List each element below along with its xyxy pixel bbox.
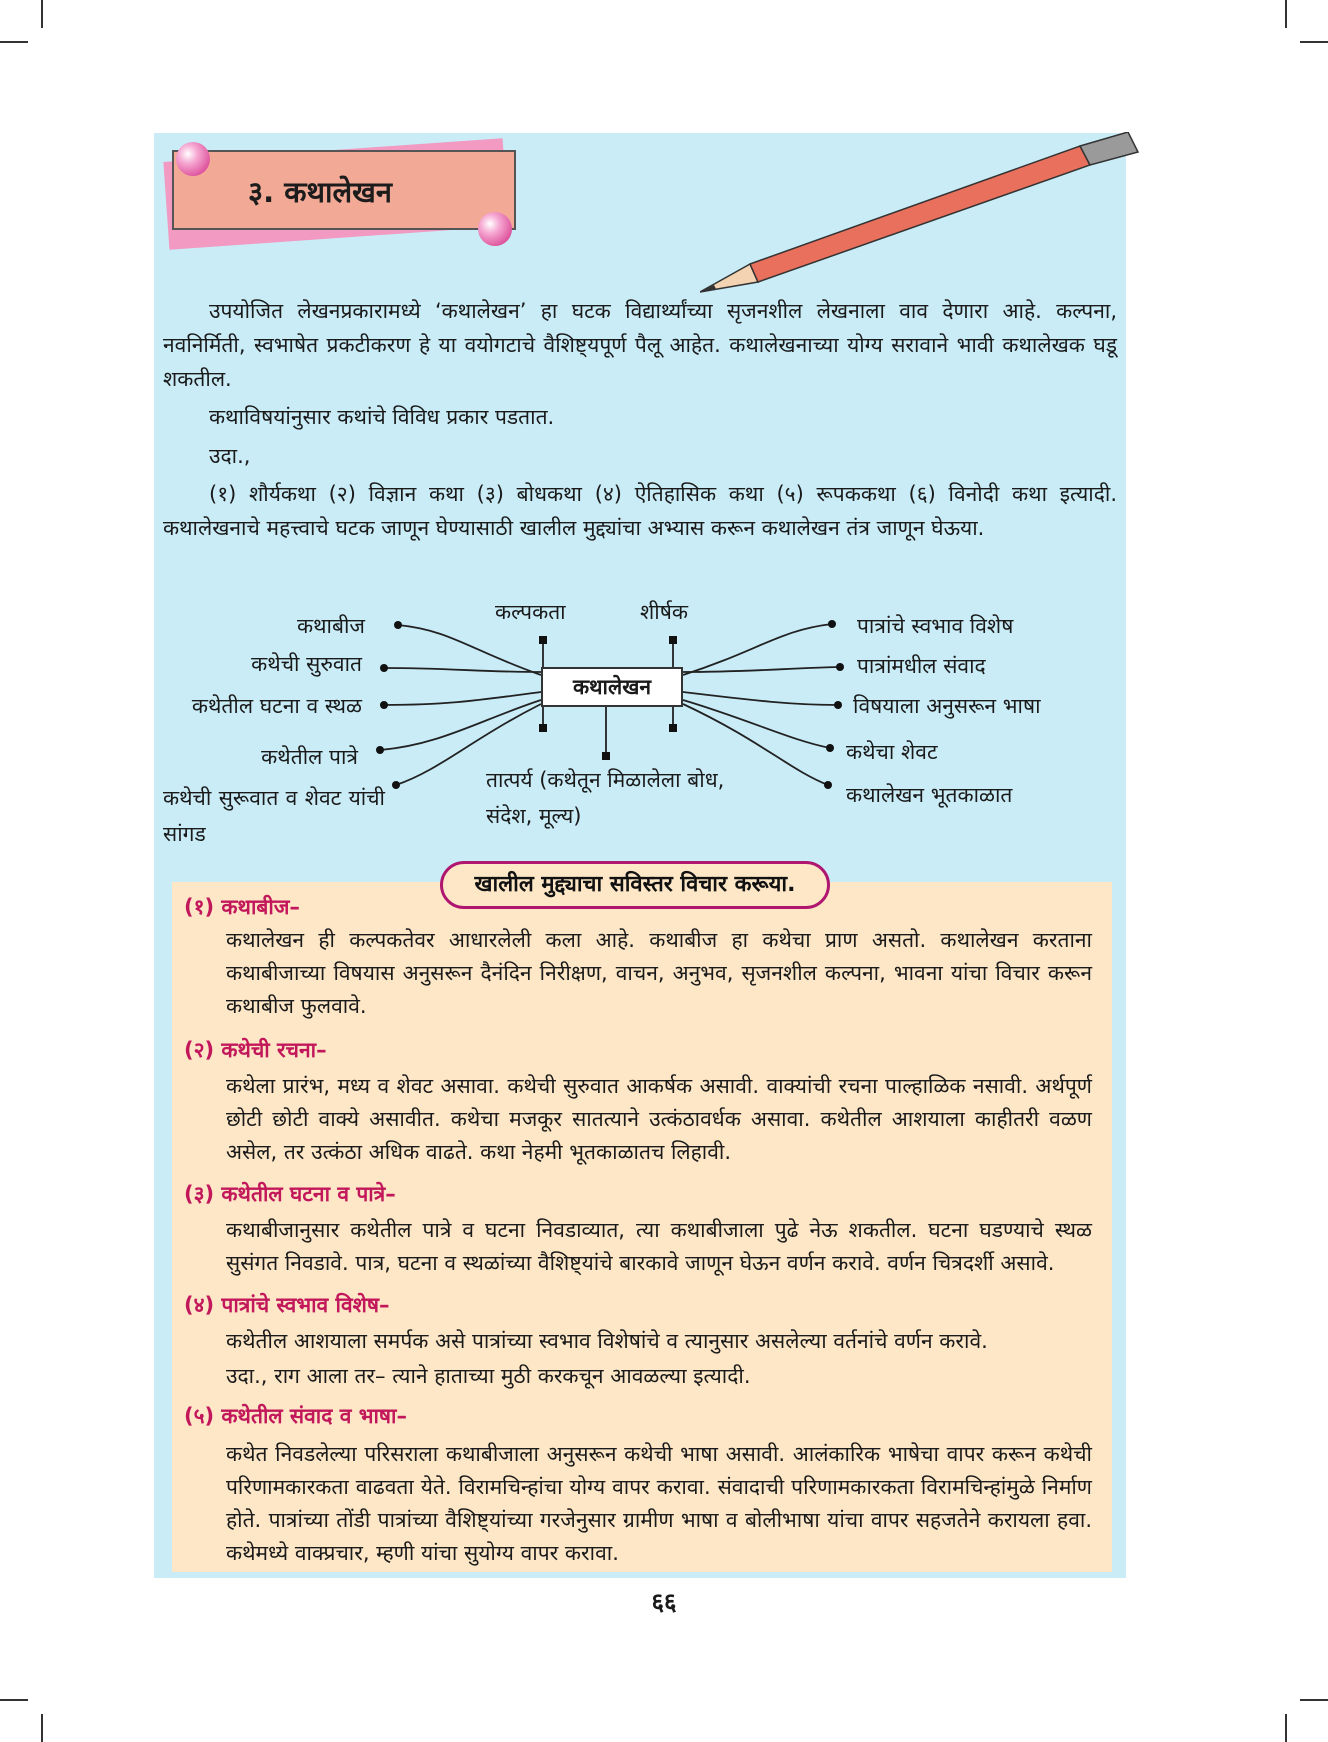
- section-title: (१) कथाबीज–: [184, 895, 300, 919]
- crop-mark: [1300, 1699, 1328, 1701]
- mindmap-center: कथालेखन: [541, 667, 683, 707]
- bead-ornament: [478, 212, 512, 246]
- crop-mark: [41, 0, 43, 28]
- crop-mark: [1285, 0, 1287, 28]
- crop-mark: [1300, 41, 1328, 43]
- page-number: ६६: [651, 1588, 677, 1616]
- mindmap-top-left: कल्पकता: [495, 600, 566, 624]
- mindmap-left-item: कथेची सुरुवात: [251, 652, 362, 676]
- mindmap-left-item: कथेतील घटना व स्थळ: [191, 694, 362, 718]
- crop-mark: [0, 1699, 28, 1701]
- mindmap-right-item: कथेचा शेवट: [846, 740, 938, 764]
- mindmap-right-item: पात्रांचे स्वभाव विशेष: [857, 614, 1014, 638]
- mindmap-bottom-item: तात्पर्य (कथेतून मिळालेला बोध, संदेश, मूल्य): [486, 768, 725, 828]
- details-heading: खालील मुद्द्याचा सविस्तर विचार करूया.: [440, 861, 830, 909]
- section-title: (३) कथेतील घटना व पात्रे–: [184, 1182, 396, 1206]
- mindmap-left-item: कथाबीज: [297, 614, 365, 638]
- section-body: कथेतील आशयाला समर्पक असे पात्रांच्या स्वभाव विशेषांचे व त्यानुसार असलेल्या वर्तनांचे वर्णन करावे.: [226, 1329, 988, 1353]
- section-body: कथेला प्रारंभ, मध्य व शेवट असावा. कथेची सुरुवात आकर्षक असावी. वाक्यांची रचना पाल्हाळिक नसावी. अर्थपूर्ण छोटी छोटी वाक्ये असावीत. कथेचा मजकूर सातत्याने उत्कंठावर्धक असावा. कथेतील आशयाला काहीतरी वळण असेल, तर उत्कंठा अधिक वाढते. कथा नेहमी भूतकाळातच लिहावी.: [226, 1074, 1092, 1164]
- chapter-title-box: [172, 150, 516, 230]
- crop-mark: [41, 1714, 43, 1742]
- mindmap-right-item: पात्रांमधील संवाद: [857, 654, 986, 678]
- intro-story-types: (१) शौर्यकथा (२) विज्ञान कथा (३) बोधकथा (४) ऐतिहासिक कथा (५) रूपककथा (६) विनोदी कथा इत्यादी. कथालेखनाचे महत्त्वाचे घटक जाणून घेण्यासाठी खालील मुद्द्यांचा अभ्यास करून कथालेखन तंत्र जाणून घेऊया.: [163, 482, 1117, 540]
- intro-line: कथाविषयांनुसार कथांचे विविध प्रकार पडतात.: [209, 405, 555, 429]
- section-title: (५) कथेतील संवाद व भाषा–: [184, 1404, 407, 1428]
- mindmap-left-item: कथेची सुरूवात व शेवट यांची सांगड: [163, 786, 385, 846]
- crop-mark: [1285, 1714, 1287, 1742]
- intro-paragraph: उपयोजित लेखनप्रकारामध्ये ‘कथालेखन’ हा घटक विद्यार्थ्यांच्या सृजनशील लेखनाला वाव देणारा आहे. कल्पना, नवनिर्मिती, स्वभाषेत प्रकटीकरण हे या वयोगटाचे वैशिष्ट्यपूर्ण पैलू आहेत. कथालेखनाच्या योग्य सरावाने भावी कथालेखक घडू शकतील.: [163, 299, 1117, 391]
- section-title: (२) कथेची रचना–: [184, 1038, 327, 1062]
- crop-mark: [0, 41, 28, 43]
- mindmap-right-item: विषयाला अनुसरून भाषा: [853, 694, 1041, 718]
- mindmap-top-right: शीर्षक: [640, 600, 688, 624]
- intro-example-label: उदा.,: [209, 444, 251, 468]
- chapter-title: ३. कथालेखन: [248, 175, 392, 209]
- mindmap-right-item: कथालेखन भूतकाळात: [846, 783, 1013, 807]
- bead-ornament: [176, 142, 210, 176]
- section-example: उदा., राग आला तर– त्याने हाताच्या मुठी करकचून आवळल्या इत्यादी.: [226, 1364, 751, 1388]
- mindmap-left-item: कथेतील पात्रे: [261, 745, 358, 769]
- section-body: कथाबीजानुसार कथेतील पात्रे व घटना निवडाव्यात, त्या कथाबीजाला पुढे नेऊ शकतील. घटना घडण्याचे स्थळ सुसंगत निवडावे. पात्र, घटना व स्थळांच्या वैशिष्ट्यांचे बारकावे जाणून घेऊन वर्णन करावे. वर्णन चित्रदर्शी असावे.: [226, 1218, 1092, 1275]
- section-body: कथालेखन ही कल्पकतेवर आधारलेली कला आहे. कथाबीज हा कथेचा प्राण असतो. कथालेखन करताना कथाबीजाच्या विषयास अनुसरून दैनंदिन निरीक्षण, वाचन, अनुभव, सृजनशील कल्पना, भावना यांचा विचार करून कथाबीज फुलवावे.: [226, 928, 1092, 1018]
- section-body: कथेत निवडलेल्या परिसराला कथाबीजाला अनुसरून कथेची भाषा असावी. आलंकारिक भाषेचा वापर करून कथेची परिणामकारकता वाढवता येते. विरामचिन्हांचा योग्य वापर करावा. संवादाची परिणामकारकता विरामचिन्हांमुळे निर्माण होते. पात्रांच्या तोंडी पात्रांच्या वैशिष्ट्यांच्या गरजेनुसार ग्रामीण भाषा व बोलीभाषा यांचा वापर सहजतेने करायला हवा. कथेमध्ये वाक्प्रचार, म्हणी यांचा सुयोग्य वापर करावा.: [226, 1442, 1092, 1565]
- section-title: (४) पात्रांचे स्वभाव विशेष–: [184, 1293, 390, 1317]
- pencil-icon: [700, 132, 1140, 302]
